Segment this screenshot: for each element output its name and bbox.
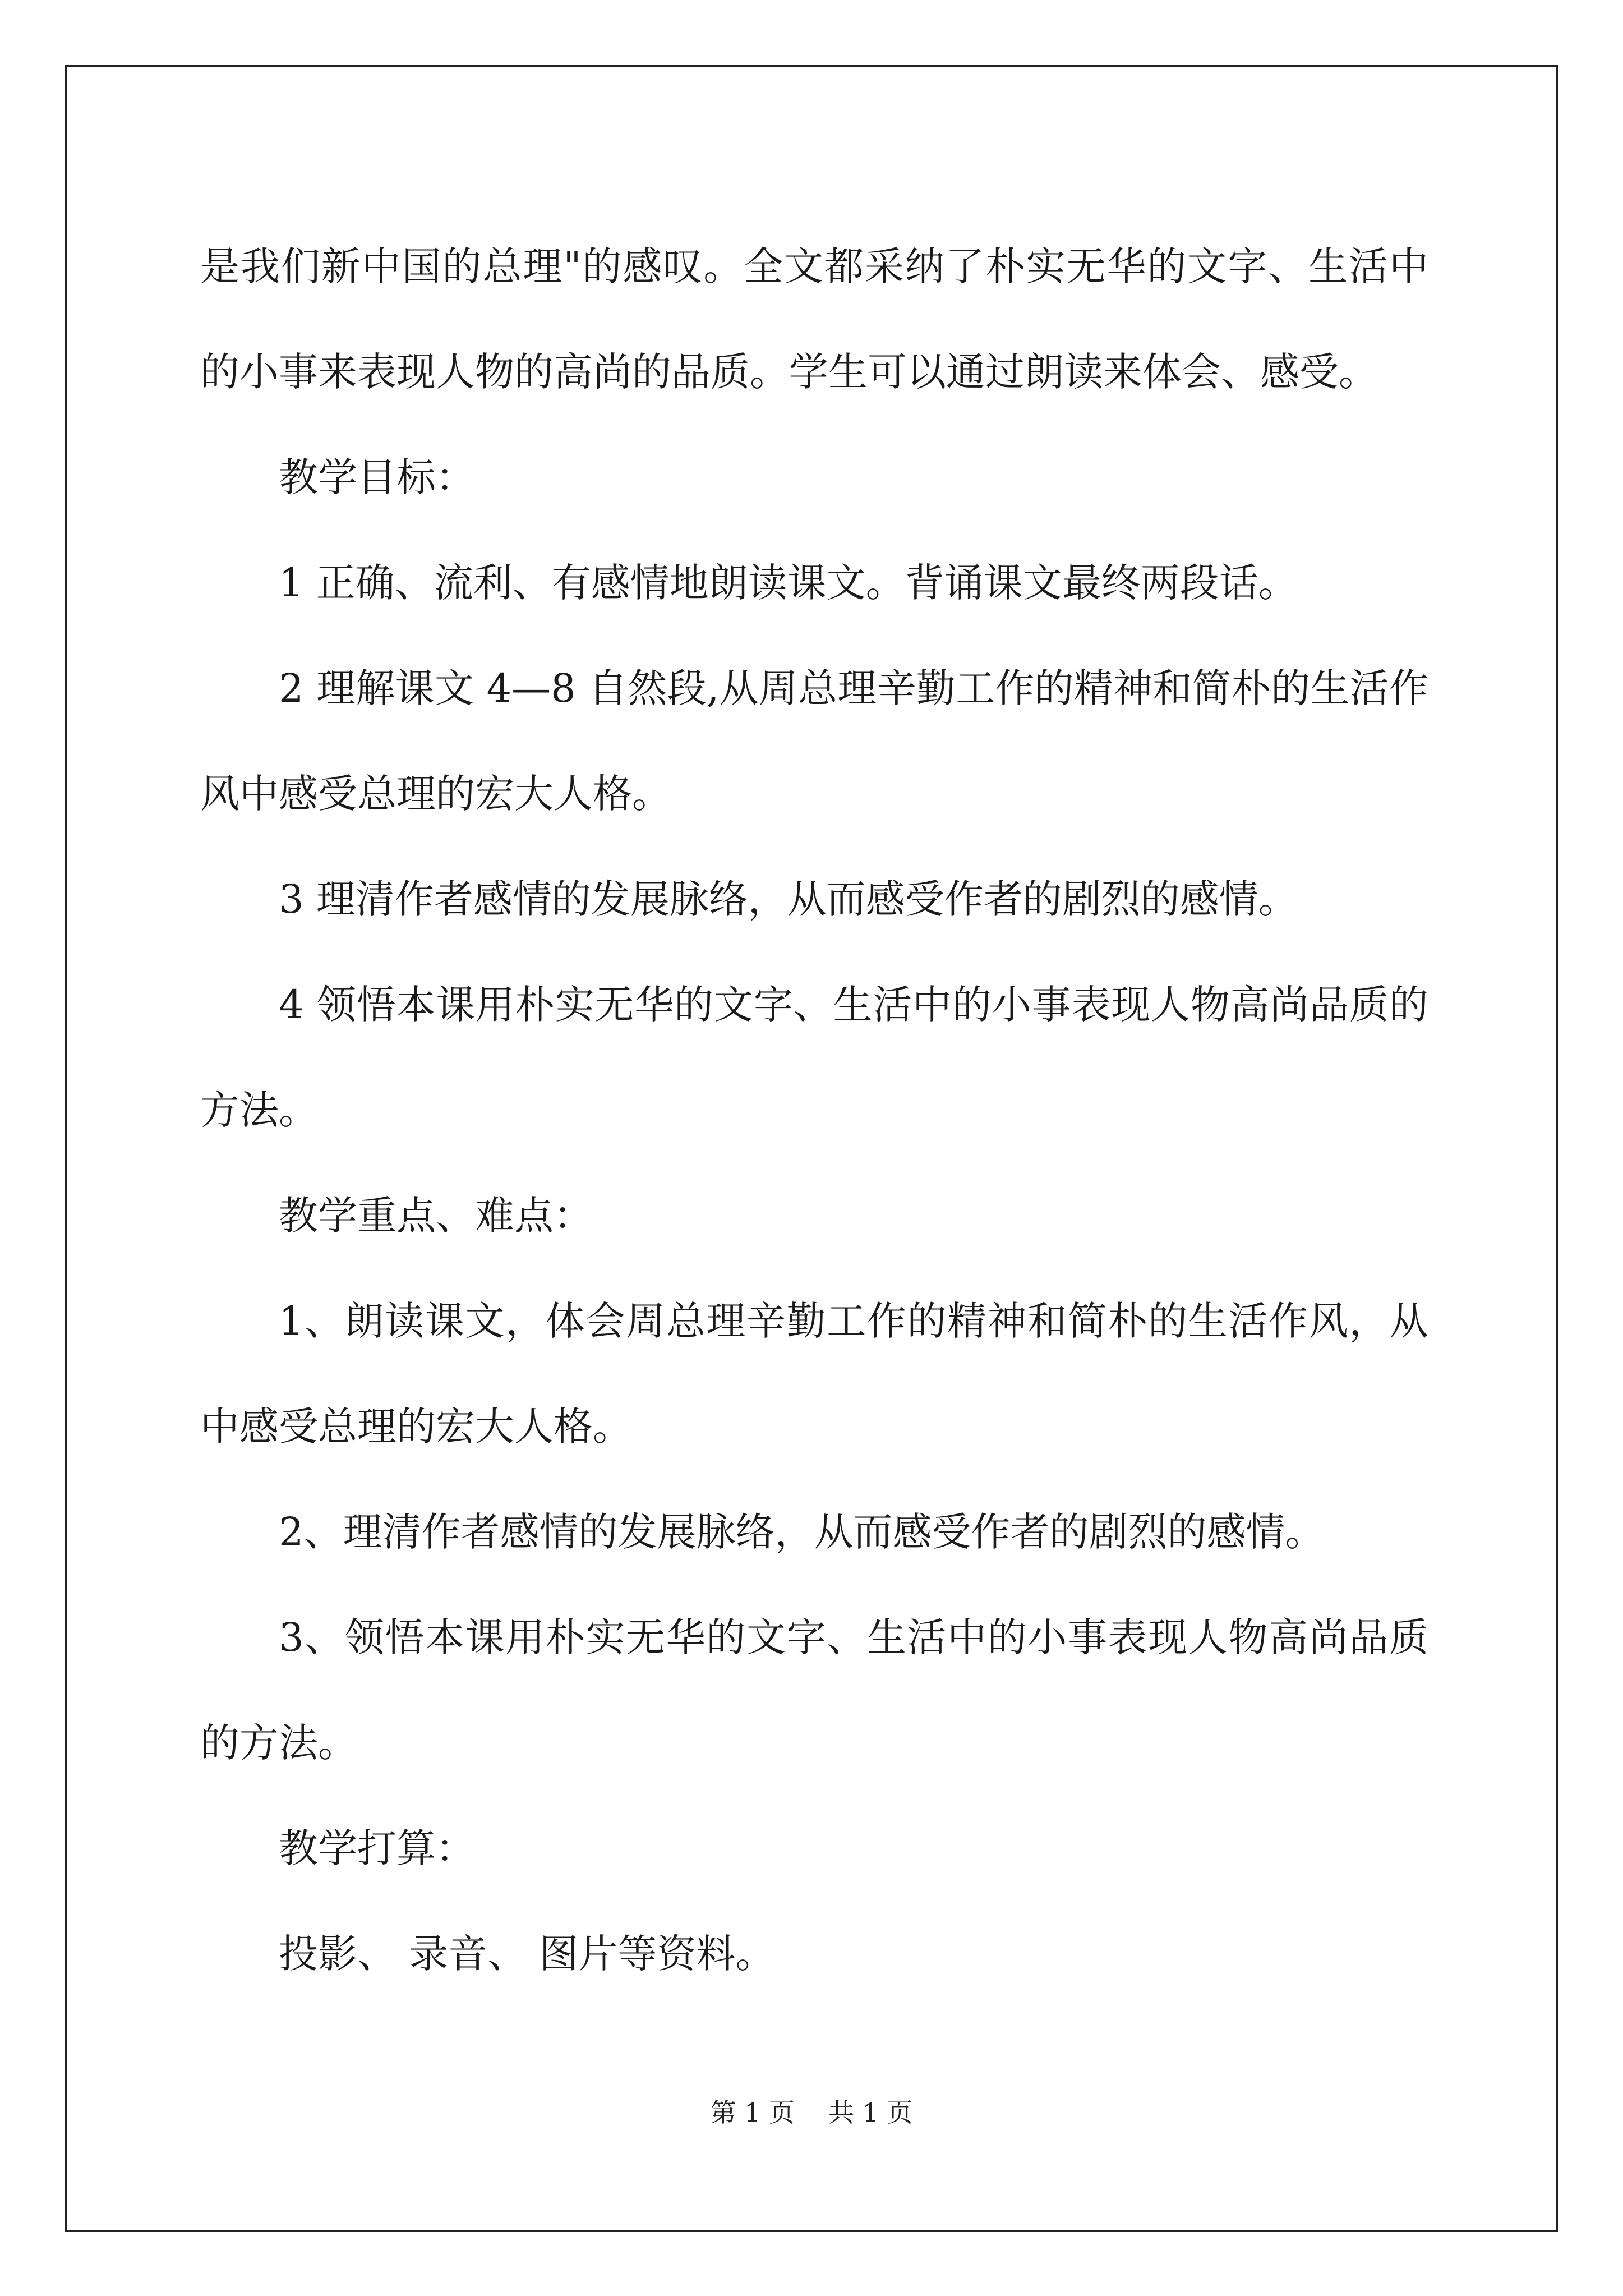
page-number-current: 第 1 页 — [710, 2097, 795, 2128]
goal-item-1: 1 正确、流利、有感情地朗读课文。背诵课文最终两段话。 — [279, 560, 1298, 606]
goal-item-3: 3 理清作者感情的发展脉络，从而感受作者的剧烈的感情。 — [279, 876, 1298, 922]
heading-preparation: 教学打算： — [279, 1825, 475, 1871]
document-body — [200, 214, 1428, 2007]
goal-item-2: 2 理解课文 4—8 自然段,从周总理辛勤工作的精神和简朴的生活作风中感受总理的宏大人格。 — [200, 665, 1428, 817]
preparation-materials: 投影、 录音、 图片等资料。 — [279, 1931, 775, 1977]
heading-teaching-goals: 教学目标： — [279, 454, 475, 500]
page-footer — [0, 2096, 1623, 2129]
key-point-2: 2、理清作者感情的发展脉络，从而感受作者的剧烈的感情。 — [279, 1509, 1325, 1555]
key-point-3: 3、领悟本课用朴实无华的文字、生活中的小事表现人物高尚品质的方法。 — [200, 1614, 1428, 1766]
key-point-1: 1、朗读课文，体会周总理辛勤工作的精神和简朴的生活作风，从中感受总理的宏大人格。 — [200, 1298, 1428, 1450]
goal-item-4: 4 领悟本课用朴实无华的文字、生活中的小事表现人物高尚品质的方法。 — [200, 982, 1428, 1133]
heading-key-points: 教学重点、难点： — [279, 1193, 593, 1239]
paragraph-continuation: 是我们新中国的总理"的感叹。全文都采纳了朴实无华的文字、生活中的小事来表现人物的高尚的品质。学生可以通过朗读来体会、感受。 — [200, 243, 1428, 395]
page-number-total: 共 1 页 — [828, 2097, 913, 2128]
